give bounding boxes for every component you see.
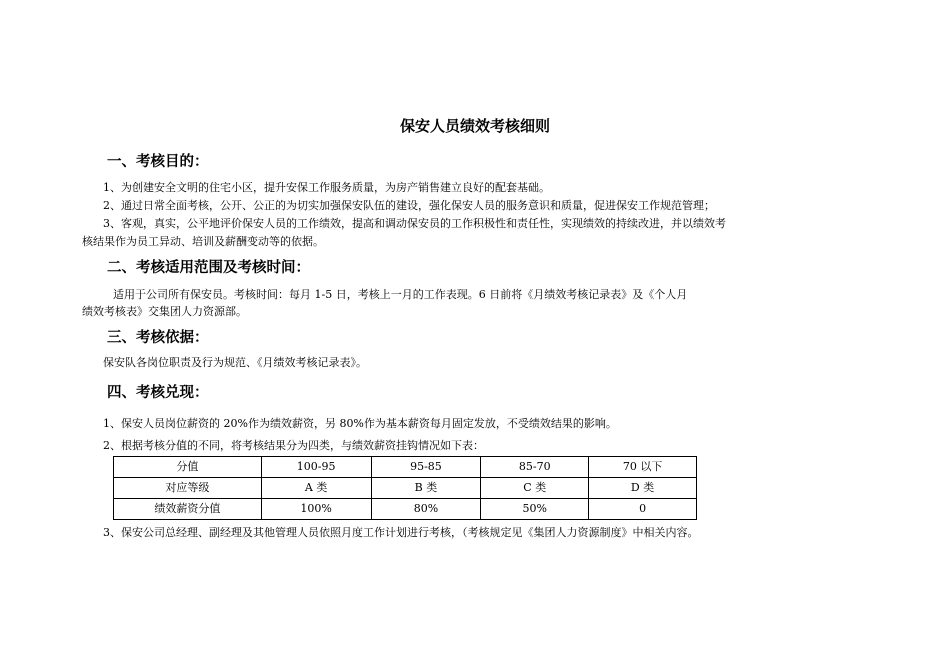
table-cell: 70 以下 — [589, 457, 697, 478]
paragraph: 核结果作为员工异动、培训及薪酬变动等的依据。 — [82, 235, 324, 248]
table-cell: 绩效薪资分值 — [114, 499, 262, 520]
table-row — [114, 499, 697, 520]
paragraph: 3、客观，真实，公平地评价保安人员的工作绩效，提高和调动保安员的工作积极性和责任性，实现绩效的持续改进，并以绩效考 — [103, 217, 726, 230]
paragraph: 1、为创建安全文明的住宅小区，提升安保工作服务质量，为房产销售建立良好的配套基础。 — [103, 181, 550, 194]
section-heading-purpose: 一、考核目的： — [107, 154, 209, 170]
paragraph: 3、保安公司总经理、副经理及其他管理人员依照月度工作计划进行考核，（考核规定见《集团人力资源制度》中相关内容。 — [103, 526, 699, 539]
table-cell: 100-95 — [261, 457, 371, 478]
table-cell: 85-70 — [481, 457, 589, 478]
table-cell: 50% — [481, 499, 589, 520]
table-cell: 0 — [589, 499, 697, 520]
section-heading-basis: 三、考核依据： — [107, 330, 209, 346]
paragraph: 保安队各岗位职责及行为规范、《月绩效考核记录表》。 — [103, 356, 367, 369]
table-cell: 分值 — [114, 457, 262, 478]
paragraph: 绩效考核表》交集团人力资源部。 — [82, 305, 247, 318]
document-title: 保安人员绩效考核细则 — [399, 117, 550, 135]
table-cell: C 类 — [481, 478, 589, 499]
paragraph: 2、根据考核分值的不同，将考核结果分为四类，与绩效薪资挂钩情况如下表： — [103, 439, 484, 452]
table-cell: D 类 — [589, 478, 697, 499]
table-cell: 95-85 — [371, 457, 481, 478]
score-grade-table — [113, 456, 697, 520]
table-cell: 80% — [371, 499, 481, 520]
table-cell: 100% — [261, 499, 371, 520]
paragraph: 适用于公司所有保安员。考核时间：每月 1-5 日，考核上一月的工作表现。6 日前将《月绩效考核记录表》及《个人月 — [113, 288, 688, 301]
table-cell: A 类 — [261, 478, 371, 499]
table-cell: 对应等级 — [114, 478, 262, 499]
table-row — [114, 457, 697, 478]
section-heading-payout: 四、考核兑现： — [107, 385, 209, 401]
table-cell: B 类 — [371, 478, 481, 499]
paragraph: 1、保安人员岗位薪资的 20%作为绩效薪资，另 80%作为基本薪资每月固定发放，不受绩效结果的影响。 — [103, 417, 617, 430]
table-row — [114, 478, 697, 499]
section-heading-scope: 二、考核适用范围及考核时间： — [107, 260, 310, 276]
paragraph: 2、通过日常全面考核，公开、公正的为切实加强保安队伍的建设，强化保安人员的服务意识和质量，促进保安工作规范管理； — [103, 199, 715, 212]
